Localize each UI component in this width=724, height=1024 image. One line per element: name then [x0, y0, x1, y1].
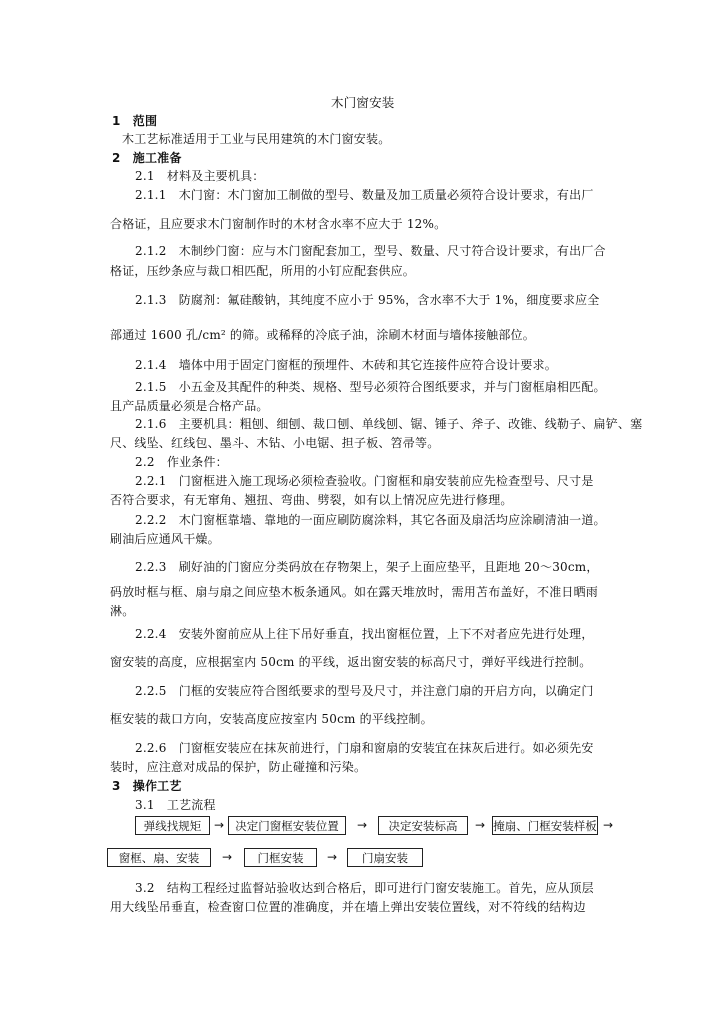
- flow-step-7: 门扇安装: [347, 848, 423, 867]
- para-2-2-3-line2: 码放时框与框、扇与扇之间应垫木板条通风。如在露天堆放时，需用苫布盖好，不准日晒雨: [110, 585, 599, 599]
- para-2-1-4: 2.1.4 墙体中用于固定门窗框的预埋件、木砖和其它连接件应符合设计要求。: [135, 358, 557, 372]
- para-2-1-2-line1: 2.1.2 木制纱门窗：应与木门窗配套加工，型号、数量、尺寸符合设计要求，有出厂合: [135, 244, 606, 258]
- para-2-1-3-line1: 2.1.3 防腐剂：氟硅酸钠，其纯度不应小于 95%，含水率不大于 1%，细度要求应全: [135, 293, 600, 307]
- flow-arrow-1: →: [214, 818, 225, 832]
- flow-step-3: 决定安装标高: [378, 816, 468, 835]
- flow-arrow-4: →: [603, 818, 614, 832]
- flow-step-6: 门框安装: [244, 848, 317, 867]
- para-2-1-3-line2: 部通过 1600 孔/cm² 的筛。或稀释的冷底子油，涂刷木材面与墙体接触部位。: [110, 328, 535, 342]
- para-2-1-6-line2: 尺、线坠、红线包、墨斗、木钻、小电锯、担子板、笤帚等。: [110, 436, 440, 450]
- para-2-1-1-line2: 合格证，且应要求木门窗制作时的木材含水率不应大于 12%。: [110, 217, 447, 231]
- section-1-body: 木工艺标准适用于工业与民用建筑的木门窗安装。: [122, 132, 391, 146]
- para-3-2-line2: 用大线坠吊垂直，检查窗口位置的准确度，并在墙上弹出安装位置线，对不符线的结构边: [110, 900, 586, 914]
- para-2-1-1-line1: 2.1.1 木门窗：木门窗加工制做的型号、数量及加工质量必须符合设计要求，有出厂: [135, 188, 594, 202]
- para-2-1-6-line1: 2.1.6 主要机具：粗刨、细刨、裁口刨、单线刨、锯、锤子、斧子、改锥、线勒子、扁铲、塞: [135, 417, 643, 431]
- para-3-2-line1: 3.2 结构工程经过监督站验收达到合格后，即可进行门窗安装施工。首先，应从顶层: [135, 881, 594, 895]
- flow-step-5: 窗框、扇、安装: [107, 848, 211, 867]
- section-3-heading: 3 操作工艺: [112, 779, 182, 793]
- flow-step-1: 弹线找规矩: [135, 816, 210, 835]
- section-1-heading: 1 范围: [112, 114, 158, 128]
- flow-step-2: 决定门窗框安装位置: [228, 816, 346, 835]
- para-2-1-2-line2: 格证，压纱条应与裁口相匹配，所用的小钉应配套供应。: [110, 264, 416, 278]
- para-2-1-5-line1: 2.1.5 小五金及其配件的种类、规格、型号必须符合图纸要求，并与门窗框扇相匹配。: [135, 380, 606, 394]
- para-2-2-5-line2: 框安装的裁口方向，安装高度应按室内 50cm 的平线控制。: [110, 712, 433, 726]
- para-2-1-5-line2: 且产品质量必须是合格产品。: [110, 399, 269, 413]
- page-title: 木门窗安装: [331, 95, 395, 110]
- para-2-2-6-line2: 装时，应注意对成品的保护，防止碰撞和污染。: [110, 760, 367, 774]
- flow-arrow-6: →: [327, 850, 338, 864]
- para-2-2-5-line1: 2.2.5 门框的安装应符合图纸要求的型号及尺寸，并注意门扇的开启方向，以确定门: [135, 684, 594, 698]
- para-2-2-1-line2: 否符合要求，有无窜角、翘扭、弯曲、劈裂，如有以上情况应先进行修理。: [110, 493, 513, 507]
- para-2-2-2-line1: 2.2.2 木门窗框靠墙、靠地的一面应刷防腐涂料，其它各面及扇活均应涂刷清油一道。: [135, 513, 606, 527]
- para-2-2-4-line2: 窗安装的高度，应根据室内 50cm 的平线，返出窗安装的标高尺寸，弹好平线进行控制。: [110, 655, 592, 669]
- flow-arrow-3: →: [475, 818, 486, 832]
- para-2-2-6-line1: 2.2.6 门窗框安装应在抹灰前进行，门扇和窗扇的安装宜在抹灰后进行。如必须先安: [135, 741, 594, 755]
- para-2-2-4-line1: 2.2.4 安装外窗前应从上往下吊好垂直，找出窗框位置，上下不对者应先进行处理，: [135, 627, 594, 641]
- flow-arrow-2: →: [357, 818, 368, 832]
- para-2-2-3-line1: 2.2.3 刷好油的门窗应分类码放在存物架上，架子上面应垫平，且距地 20～30cm，: [135, 560, 599, 574]
- flow-step-4: 掩扇、门框安装样板: [492, 816, 598, 835]
- subsection-3-1: 3.1 工艺流程: [135, 798, 216, 812]
- para-2-2-1-line1: 2.2.1 门窗框进入施工现场必须检查验收。门窗框和扇安装前应先检查型号、尺寸是: [135, 474, 594, 488]
- subsection-2-2: 2.2 作业条件：: [135, 455, 228, 469]
- subsection-2-1: 2.1 材料及主要机具：: [135, 169, 265, 183]
- para-2-2-3-line3: 淋。: [110, 604, 135, 618]
- flow-arrow-5: →: [222, 850, 233, 864]
- section-2-heading: 2 施工准备: [112, 151, 182, 165]
- para-2-2-2-line2: 刷油后应通风干燥。: [110, 532, 220, 546]
